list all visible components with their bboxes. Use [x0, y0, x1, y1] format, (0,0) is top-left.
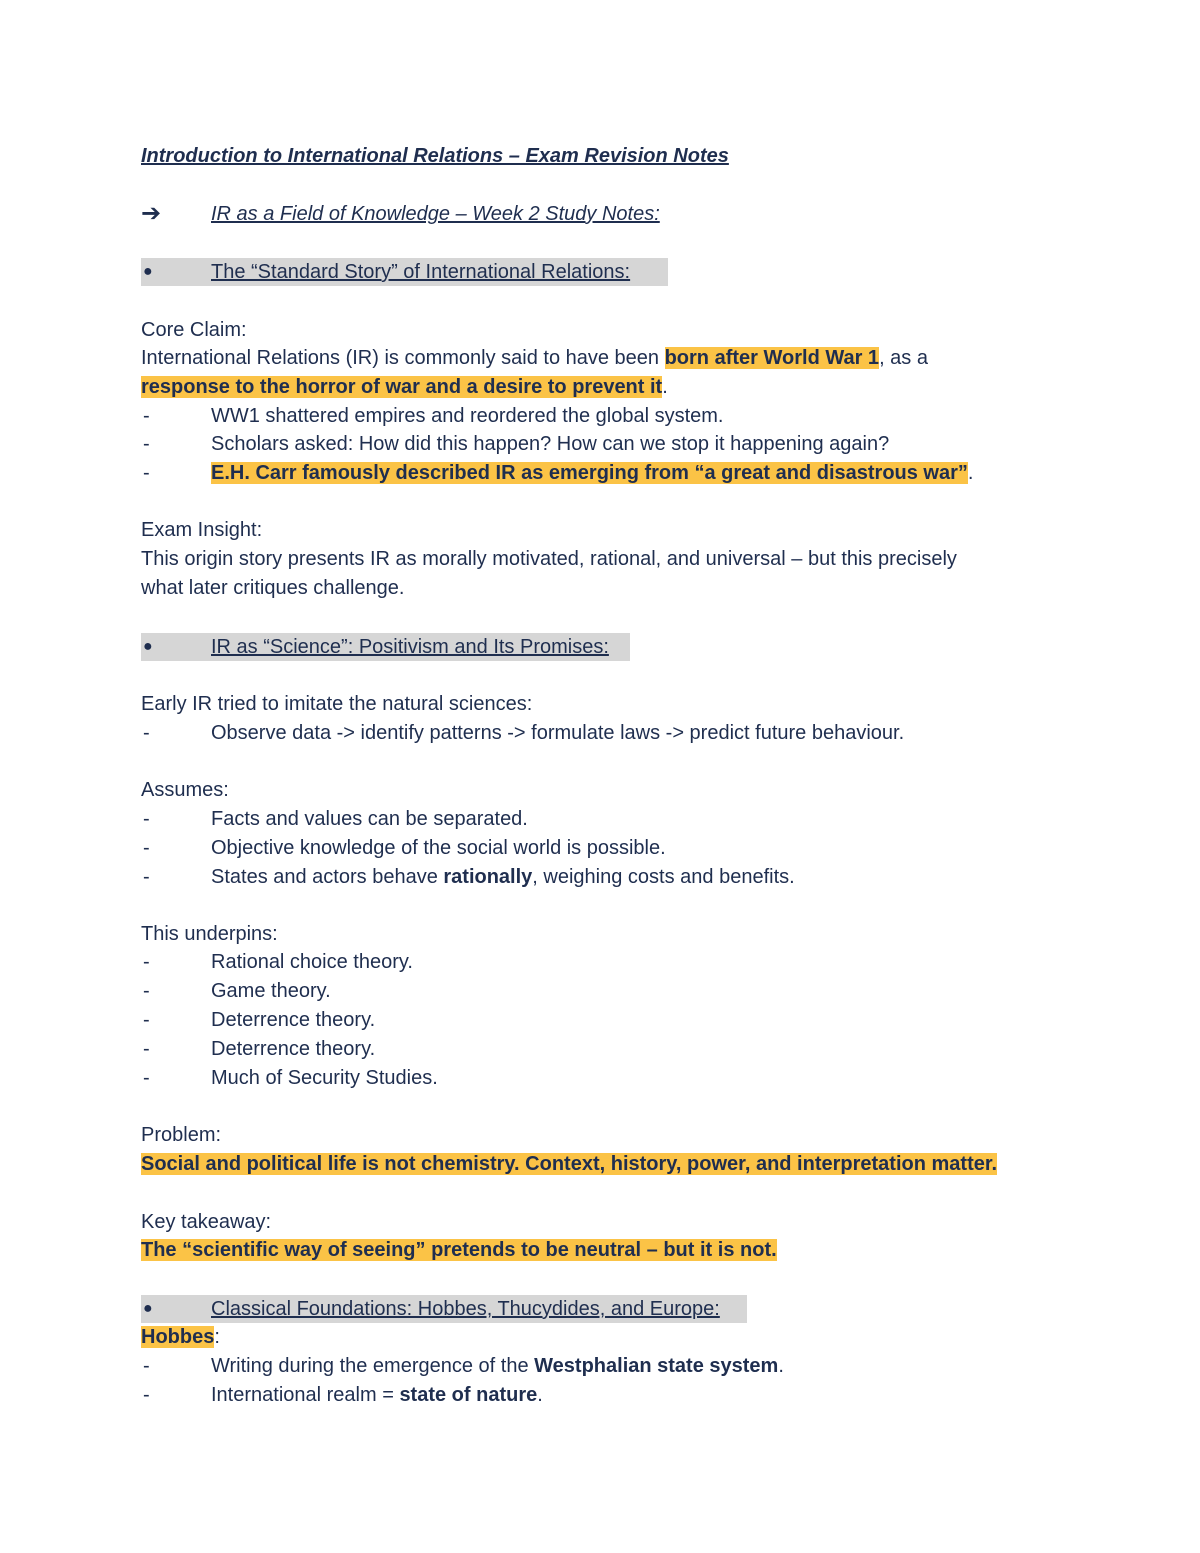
dash-marker: - — [143, 808, 150, 830]
list-item: Objective knowledge of the social world is possible. — [211, 837, 666, 859]
bullet-icon: ● — [143, 1300, 153, 1317]
list-item: International realm = state of nature. — [211, 1384, 543, 1406]
problem-text: Social and political life is not chemistry. Context, history, power, and interpretation matter. — [141, 1153, 998, 1175]
exam-insight-label: Exam Insight: — [141, 519, 263, 541]
dash-marker: - — [143, 1384, 150, 1406]
key-takeaway-text: The “scientific way of seeing” pretends to be neutral – but it is not. — [141, 1239, 777, 1261]
exam-insight-text-line2: what later critiques challenge. — [141, 577, 405, 599]
bullet-icon: ● — [143, 638, 153, 655]
list-item-carr: E.H. Carr famously described IR as emerging from “a great and disastrous war”. — [211, 462, 974, 484]
dash-marker: - — [143, 837, 150, 859]
dash-marker: - — [143, 433, 150, 455]
list-item: Writing during the emergence of the Westphalian state system. — [211, 1355, 784, 1377]
right-arrow-icon: ➔ — [141, 200, 162, 227]
list-item: Deterrence theory. — [211, 1009, 376, 1031]
list-item: States and actors behave rationally, weighing costs and benefits. — [211, 866, 795, 888]
key-takeaway-label: Key takeaway: — [141, 1211, 272, 1233]
section-heading-classical: ● Classical Foundations: Hobbes, Thucydides, and Europe: — [141, 1295, 747, 1323]
dash-marker: - — [143, 1009, 150, 1031]
dash-marker: - — [143, 405, 150, 427]
hobbes-label: Hobbes: — [141, 1326, 220, 1348]
core-claim-text-line1: International Relations (IR) is commonly said to have been born after World War 1, as a — [141, 347, 928, 369]
week-subheading: IR as a Field of Knowledge – Week 2 Study Notes: — [211, 203, 660, 225]
dash-marker: - — [143, 866, 150, 888]
exam-insight-text-line1: This origin story presents IR as morally motivated, rational, and universal – but this precisely — [141, 548, 957, 570]
assumes-label: Assumes: — [141, 779, 229, 801]
list-item: WW1 shattered empires and reordered the global system. — [211, 405, 724, 427]
section-heading-standard-story: ● The “Standard Story” of International Relations: — [141, 258, 668, 286]
section-heading-science: ● IR as “Science”: Positivism and Its Promises: — [141, 633, 630, 661]
dash-marker: - — [143, 1038, 150, 1060]
list-item: Game theory. — [211, 980, 331, 1002]
list-item: Facts and values can be separated. — [211, 808, 528, 830]
dash-marker: - — [143, 980, 150, 1002]
core-claim-text-line2: response to the horror of war and a desire to prevent it. — [141, 376, 668, 398]
core-claim-label: Core Claim: — [141, 319, 247, 341]
underpins-label: This underpins: — [141, 923, 278, 945]
early-ir-text: Early IR tried to imitate the natural sciences: — [141, 693, 533, 715]
list-item: Much of Security Studies. — [211, 1067, 438, 1089]
list-item: Rational choice theory. — [211, 951, 413, 973]
dash-marker: - — [143, 951, 150, 973]
dash-marker: - — [143, 1355, 150, 1377]
dash-marker: - — [143, 722, 150, 744]
list-item: Scholars asked: How did this happen? How can we stop it happening again? — [211, 433, 890, 455]
dash-marker: - — [143, 1067, 150, 1089]
bullet-icon: ● — [143, 263, 153, 280]
problem-label: Problem: — [141, 1124, 222, 1146]
list-item: Observe data -> identify patterns -> formulate laws -> predict future behaviour. — [211, 722, 905, 744]
list-item: Deterrence theory. — [211, 1038, 376, 1060]
dash-marker: - — [143, 462, 150, 484]
document-title: Introduction to International Relations – Exam Revision Notes — [141, 145, 729, 167]
